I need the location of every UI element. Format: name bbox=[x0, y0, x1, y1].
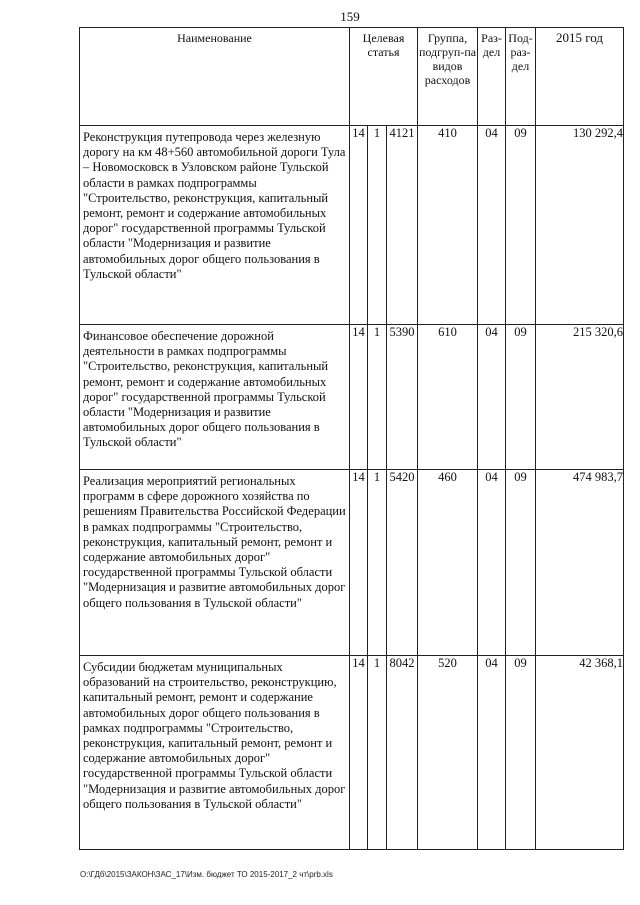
row-name: Реализация мероприятий региональных программ в сфере дорожного хозяйства по решениям Правительства Российской Федерации в рамках подпрограммы "Строительство, реконструкция, капитальный ремонт, ремонт и содержание автомобильных дорог" государственной программы Тульской области "Модернизация и развитие автомобильных дорог общего пользования в Тульской области" bbox=[80, 470, 350, 656]
row-article-part2: 1 bbox=[368, 656, 387, 850]
row-article-part1: 14 bbox=[350, 325, 368, 470]
row-subsection: 09 bbox=[506, 470, 536, 656]
budget-table bbox=[79, 27, 624, 850]
header-group: Группа, подгруп-па видов расходов bbox=[418, 28, 478, 126]
row-section: 04 bbox=[478, 470, 506, 656]
file-path-footer: O:\ГДб\2015\ЗАКОН\ЗАС_17\Изм. бюджет ТО 2015-2017_2 чт\prb.xls bbox=[80, 870, 333, 879]
row-group: 610 bbox=[418, 325, 478, 470]
row-amount: 215 320,6 bbox=[536, 325, 624, 470]
table-row bbox=[80, 470, 624, 656]
row-group: 520 bbox=[418, 656, 478, 850]
row-article-part1: 14 bbox=[350, 470, 368, 656]
row-group: 460 bbox=[418, 470, 478, 656]
row-group: 410 bbox=[418, 126, 478, 325]
row-section: 04 bbox=[478, 656, 506, 850]
header-section: Раз-дел bbox=[478, 28, 506, 126]
row-article-part3: 8042 bbox=[387, 656, 418, 850]
row-subsection: 09 bbox=[506, 126, 536, 325]
header-row bbox=[80, 28, 624, 126]
row-amount: 42 368,1 bbox=[536, 656, 624, 850]
row-article-part1: 14 bbox=[350, 126, 368, 325]
page-number: 159 bbox=[340, 9, 360, 24]
row-amount: 130 292,4 bbox=[536, 126, 624, 325]
row-article-part3: 5390 bbox=[387, 325, 418, 470]
table-row bbox=[80, 126, 624, 325]
row-name: Финансовое обеспечение дорожной деятельности в рамках подпрограммы "Строительство, реконструкция, капитальный ремонт, ремонт и содержание автомобильных дорог" государственной программы Тульской области "Модернизация и развитие автомобильных дорог общего пользования в Тульской области" bbox=[80, 325, 350, 470]
row-name: Реконструкция путепровода через железную дорогу на км 48+560 автомобильной дороги Тула – Новомосковск в Узловском районе Тульской области в рамках подпрограммы "Строительство, реконструкция, капитальный ремонт, ремонт и содержание автомобильных дорог" государственной программы Тульской области "Модернизация и развитие автомобильных дорог общего пользования в Тульской области" bbox=[80, 126, 350, 325]
row-article-part2: 1 bbox=[368, 126, 387, 325]
row-article-part1: 14 bbox=[350, 656, 368, 850]
row-article-part2: 1 bbox=[368, 325, 387, 470]
table-row bbox=[80, 656, 624, 850]
header-subsection: Под-раз-дел bbox=[506, 28, 536, 126]
row-subsection: 09 bbox=[506, 325, 536, 470]
table-row bbox=[80, 325, 624, 470]
row-article-part3: 4121 bbox=[387, 126, 418, 325]
row-section: 04 bbox=[478, 126, 506, 325]
header-target-article: Целевая статья bbox=[350, 28, 418, 126]
row-section: 04 bbox=[478, 325, 506, 470]
row-name: Субсидии бюджетам муниципальных образований на строительство, реконструкцию, капитальный ремонт, ремонт и содержание автомобильных дорог общего пользования в рамках подпрограммы "Строительство, реконструкция, капитальный ремонт, ремонт и содержание автомобильных дорог" государственной программы Тульской области "Модернизация и развитие автомобильных дорог общего пользования в Тульской области" bbox=[80, 656, 350, 850]
header-year: 2015 год bbox=[536, 28, 624, 126]
row-amount: 474 983,7 bbox=[536, 470, 624, 656]
row-article-part3: 5420 bbox=[387, 470, 418, 656]
row-subsection: 09 bbox=[506, 656, 536, 850]
header-name: Наименование bbox=[80, 28, 350, 126]
row-article-part2: 1 bbox=[368, 470, 387, 656]
